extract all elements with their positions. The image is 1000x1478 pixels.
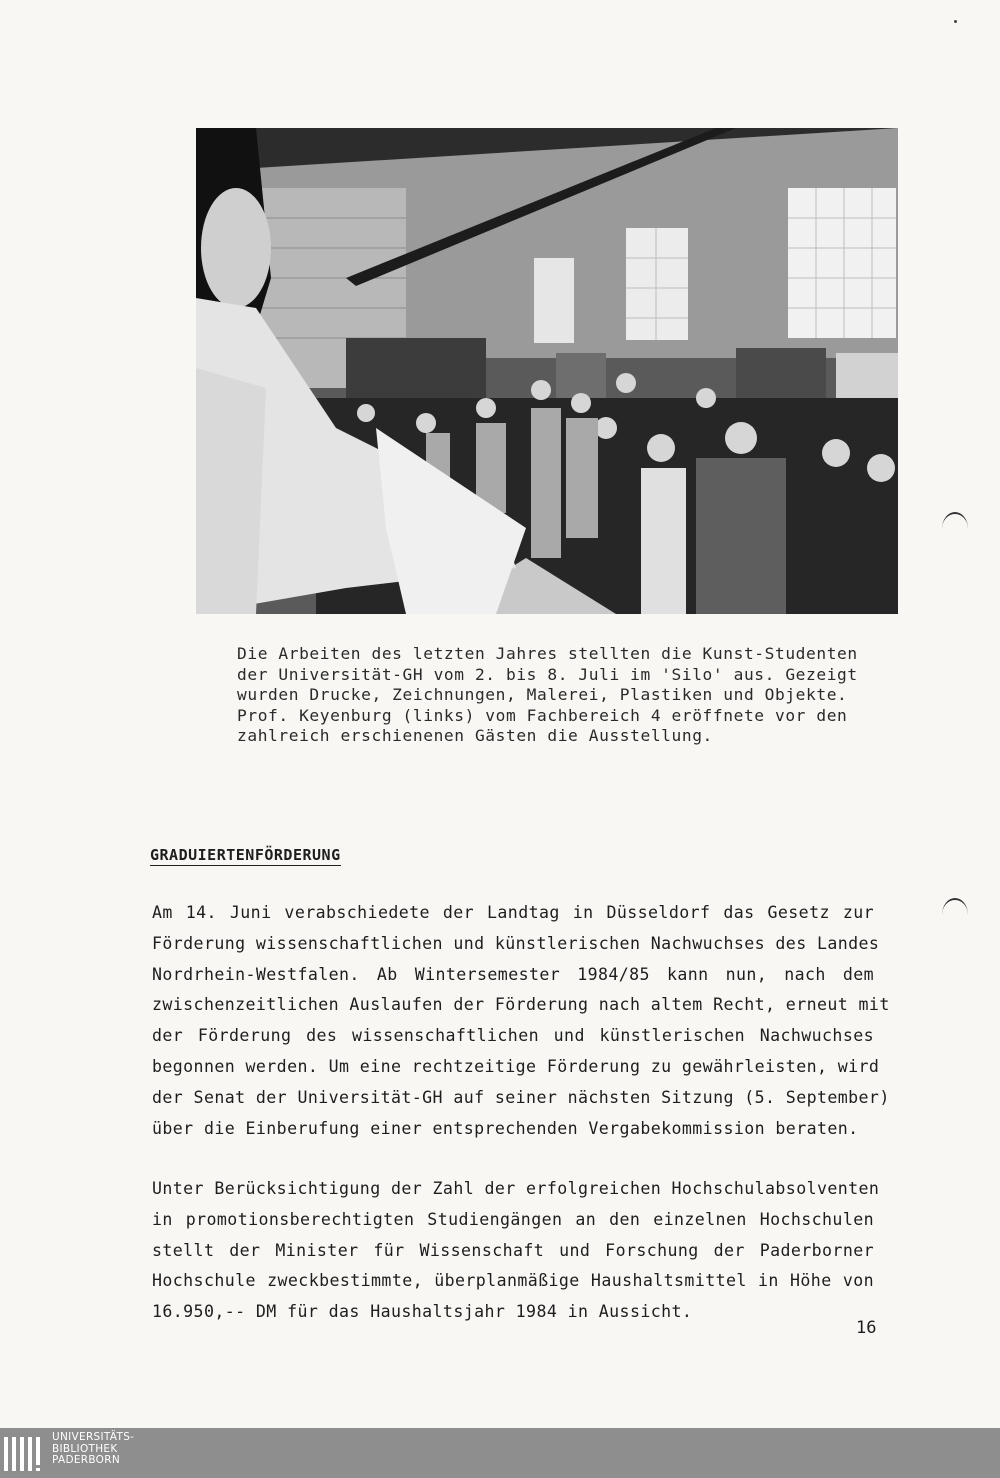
- punch-hole-mark: [942, 512, 968, 540]
- photo-illustration: [196, 128, 898, 614]
- paragraph-budget-funds: [152, 1174, 880, 1328]
- section-heading: GRADUIERTENFÖRDERUNG: [150, 846, 341, 864]
- paragraph-line: begonnen werden. Um eine rechtzeitige Förderung zu gewährleisten, wird: [152, 1056, 880, 1076]
- paragraph-line: 16.950,-- DM für das Haushaltsjahr 1984 in Aussicht.: [152, 1302, 693, 1322]
- exhibition-photo: [196, 128, 898, 614]
- paragraph-line: zwischenzeitlichen Auslaufen der Förderung nach altem Recht, erneut mit: [152, 995, 890, 1015]
- caption-line: Die Arbeiten des letzten Jahres stellten die Kunst-Studenten: [237, 644, 858, 663]
- caption-line: wurden Drucke, Zeichnungen, Malerei, Plastiken und Objekte.: [237, 685, 848, 705]
- punch-hole-mark: [942, 898, 968, 926]
- photo-caption: [237, 644, 877, 747]
- library-footer-bar: [0, 1428, 1000, 1478]
- paragraph-line: Nordrhein-Westfalen. Ab Wintersemester 1984/85 kann nun, nach dem: [152, 964, 874, 984]
- paragraph-line: Am 14. Juni verabschiedete der Landtag in Düsseldorf das Gesetz zur: [152, 903, 874, 922]
- library-name-line: UNIVERSITÄTS-: [52, 1431, 135, 1443]
- caption-line: Prof. Keyenburg (links) vom Fachbereich 4 eröffnete vor den: [237, 705, 848, 725]
- paragraph-line: in promotionsberechtigten Studiengängen an den einzelnen Hochschulen: [152, 1209, 874, 1229]
- library-logo-icon: [2, 1431, 46, 1475]
- library-name: [52, 1432, 134, 1467]
- scan-speck: [954, 20, 957, 23]
- paragraph-line: Förderung wissenschaftlichen und künstlerischen Nachwuchses des Landes: [152, 933, 880, 953]
- paragraph-line: der Förderung des wissenschaftlichen und künstlerischen Nachwuchses: [152, 1026, 874, 1046]
- caption-line: zahlreich erschienenen Gästen die Ausstellung.: [237, 726, 713, 746]
- paragraph-line: Unter Berücksichtigung der Zahl der erfolgreichen Hochschulabsolventen: [152, 1179, 880, 1198]
- library-name-line: BIBLIOTHEK: [52, 1442, 118, 1455]
- paragraph-line: über die Einberufung einer entsprechenden Vergabekommission beraten.: [152, 1118, 859, 1138]
- paragraph-line: der Senat der Universität-GH auf seiner nächsten Sitzung (5. September): [152, 1087, 890, 1107]
- caption-line: der Universität-GH vom 2. bis 8. Juli im 'Silo' aus. Gezeigt: [237, 664, 858, 684]
- library-name-line: PADERBORN: [52, 1454, 120, 1466]
- paragraph-line: Hochschule zweckbestimmte, überplanmäßige Haushaltsmittel in Höhe von: [152, 1271, 874, 1291]
- paragraph-graduate-funding-law: [152, 898, 890, 1144]
- page-number: 16: [856, 1318, 877, 1338]
- paragraph-line: stellt der Minister für Wissenschaft und Forschung der Paderborner: [152, 1240, 874, 1260]
